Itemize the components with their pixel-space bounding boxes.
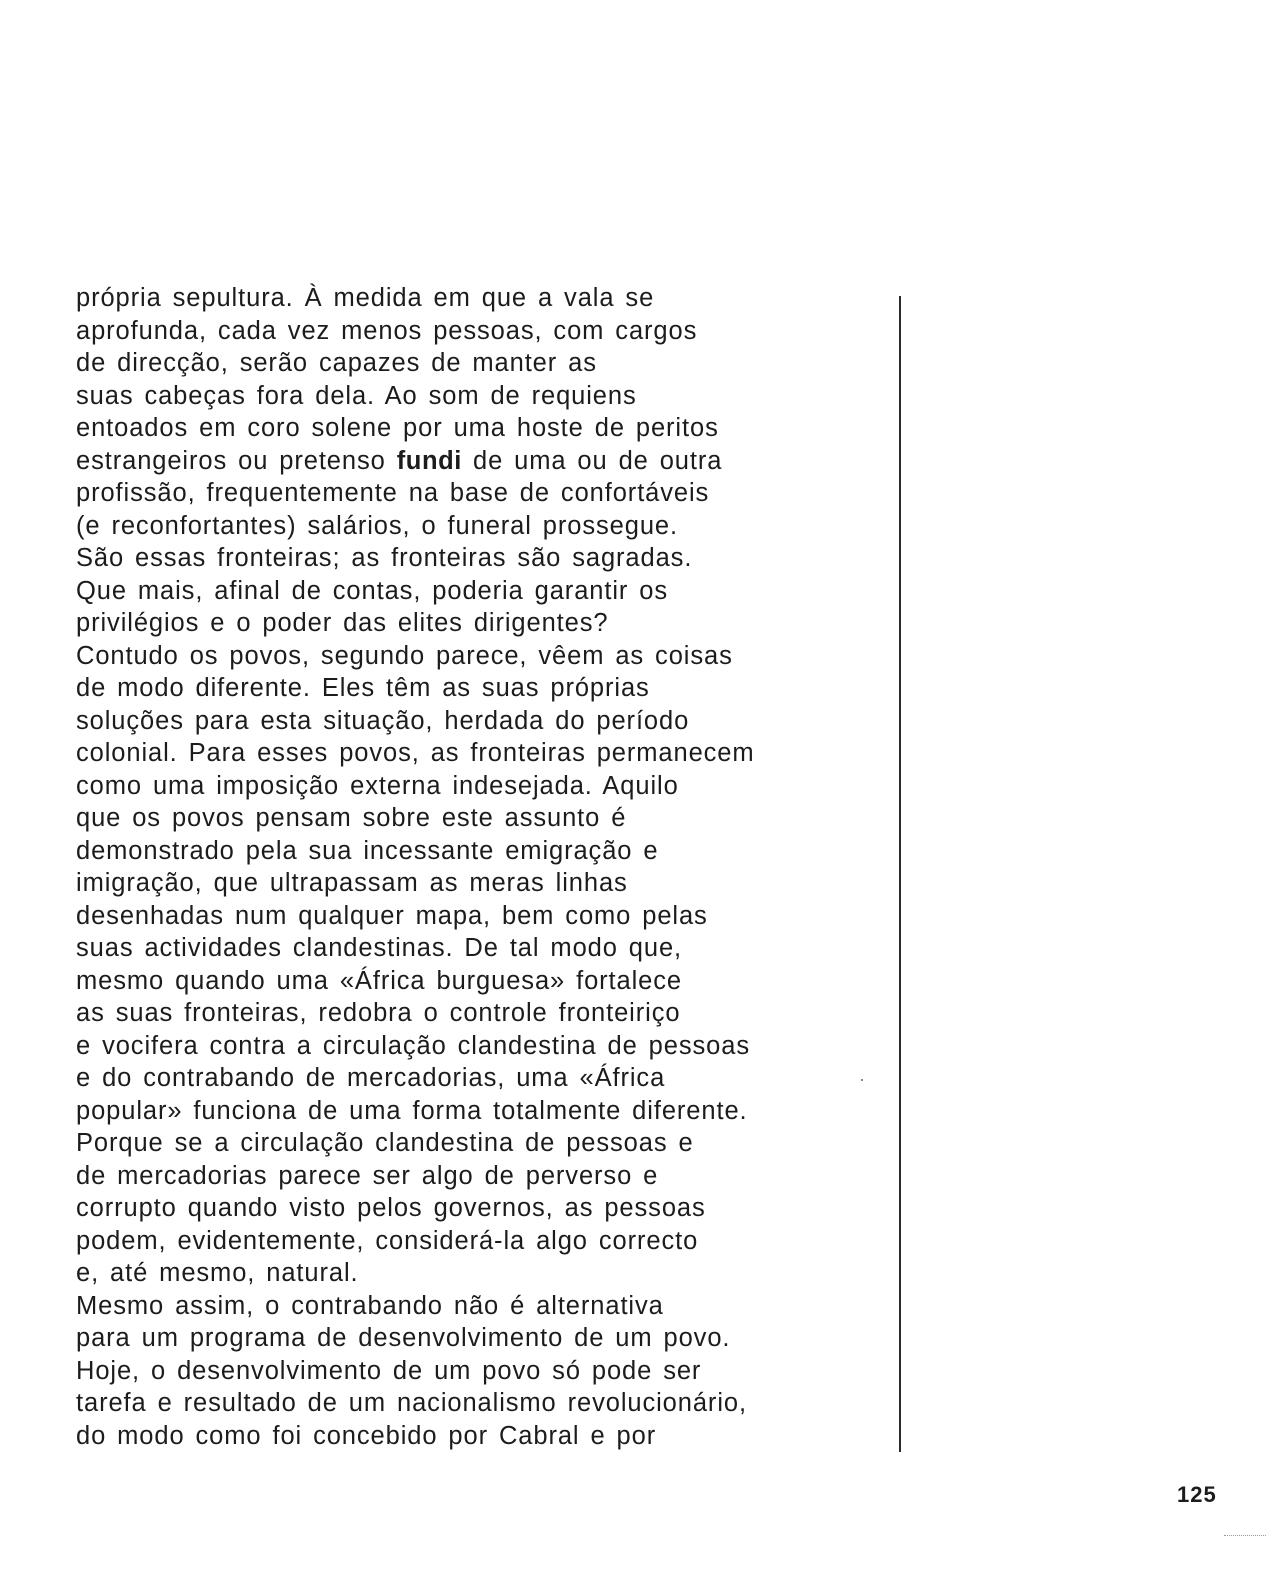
text-line: podem, evidentemente, considerá-la algo correcto [76, 1226, 699, 1255]
text-line: popular» funciona de uma forma totalmente diferente. [76, 1096, 748, 1125]
text-line: Mesmo assim, o contrabando não é alternativa [76, 1291, 664, 1320]
text-line: mesmo quando uma «África burguesa» fortalece [76, 966, 682, 995]
body-text [76, 282, 896, 1452]
text-line [76, 445, 896, 478]
text-line: Contudo os povos, segundo parece, vêem as coisas [76, 641, 733, 670]
text-line: Porque se a circulação clandestina de pessoas e [76, 1129, 694, 1157]
text-line: de direcção, serão capazes de manter as [76, 349, 597, 377]
scan-artifact-mark [1224, 1535, 1266, 1536]
text-line: imigração, que ultrapassam as meras linhas [76, 869, 628, 897]
text-line: que os povos pensam sobre este assunto é [76, 804, 627, 832]
text-line: e vocifera contra a circulação clandestina de pessoas [76, 1031, 750, 1060]
text-line: Hoje, o desenvolvimento de um povo só pode ser [76, 1356, 702, 1385]
text-line: as suas fronteiras, redobra o controle fronteiriço [76, 999, 681, 1027]
text-line: suas cabeças fora dela. Ao som de requiens [76, 381, 637, 410]
text-line: como uma imposição externa indesejada. Aquilo [76, 771, 679, 800]
text-line: São essas fronteiras; as fronteiras são sagradas. [76, 544, 693, 572]
text-line: de modo diferente. Eles têm as suas próprias [76, 674, 650, 702]
text-line: privilégios e o poder das elites dirigentes? [76, 609, 609, 637]
text-line: colonial. Para esses povos, as fronteiras permanecem [76, 739, 755, 767]
page-number: 125 [1177, 1482, 1217, 1507]
text-line: e, até mesmo, natural. [76, 1259, 359, 1287]
margin-vertical-rule [899, 296, 901, 1452]
text-line: entoados em coro solene por uma hoste de peritos [76, 414, 719, 442]
text-line: desenhadas num qualquer mapa, bem como pelas [76, 901, 708, 930]
text-line: (e reconfortantes) salários, o funeral prossegue. [76, 511, 678, 540]
text-line: e do contrabando de mercadorias, uma «África [76, 1064, 666, 1092]
text-line: suas actividades clandestinas. De tal modo que, [76, 934, 683, 962]
text-line: soluções para esta situação, herdada do período [76, 706, 690, 735]
text-line: demonstrado pela sua incessante emigração e [76, 836, 659, 865]
text-line-start: estrangeiros ou pretenso [76, 446, 397, 475]
scan-speck [861, 1079, 863, 1081]
text-line-end: de uma ou de outra [462, 446, 723, 475]
text-line: própria sepultura. À medida em que a vala se [76, 284, 655, 312]
text-line: para um programa de desenvolvimento de um povo. [76, 1324, 731, 1352]
text-line: do modo como foi concebido por Cabral e por [76, 1421, 657, 1450]
emphasized-word: fundi [396, 446, 462, 475]
text-line: corrupto quando visto pelos governos, as pessoas [76, 1194, 706, 1222]
text-line: profissão, frequentemente na base de confortáveis [76, 479, 710, 507]
text-line: Que mais, afinal de contas, poderia garantir os [76, 576, 669, 605]
text-line: aprofunda, cada vez menos pessoas, com cargos [76, 316, 698, 345]
text-line: de mercadorias parece ser algo de perverso e [76, 1161, 659, 1190]
text-line: tarefa e resultado de um nacionalismo revolucionário, [76, 1389, 747, 1417]
